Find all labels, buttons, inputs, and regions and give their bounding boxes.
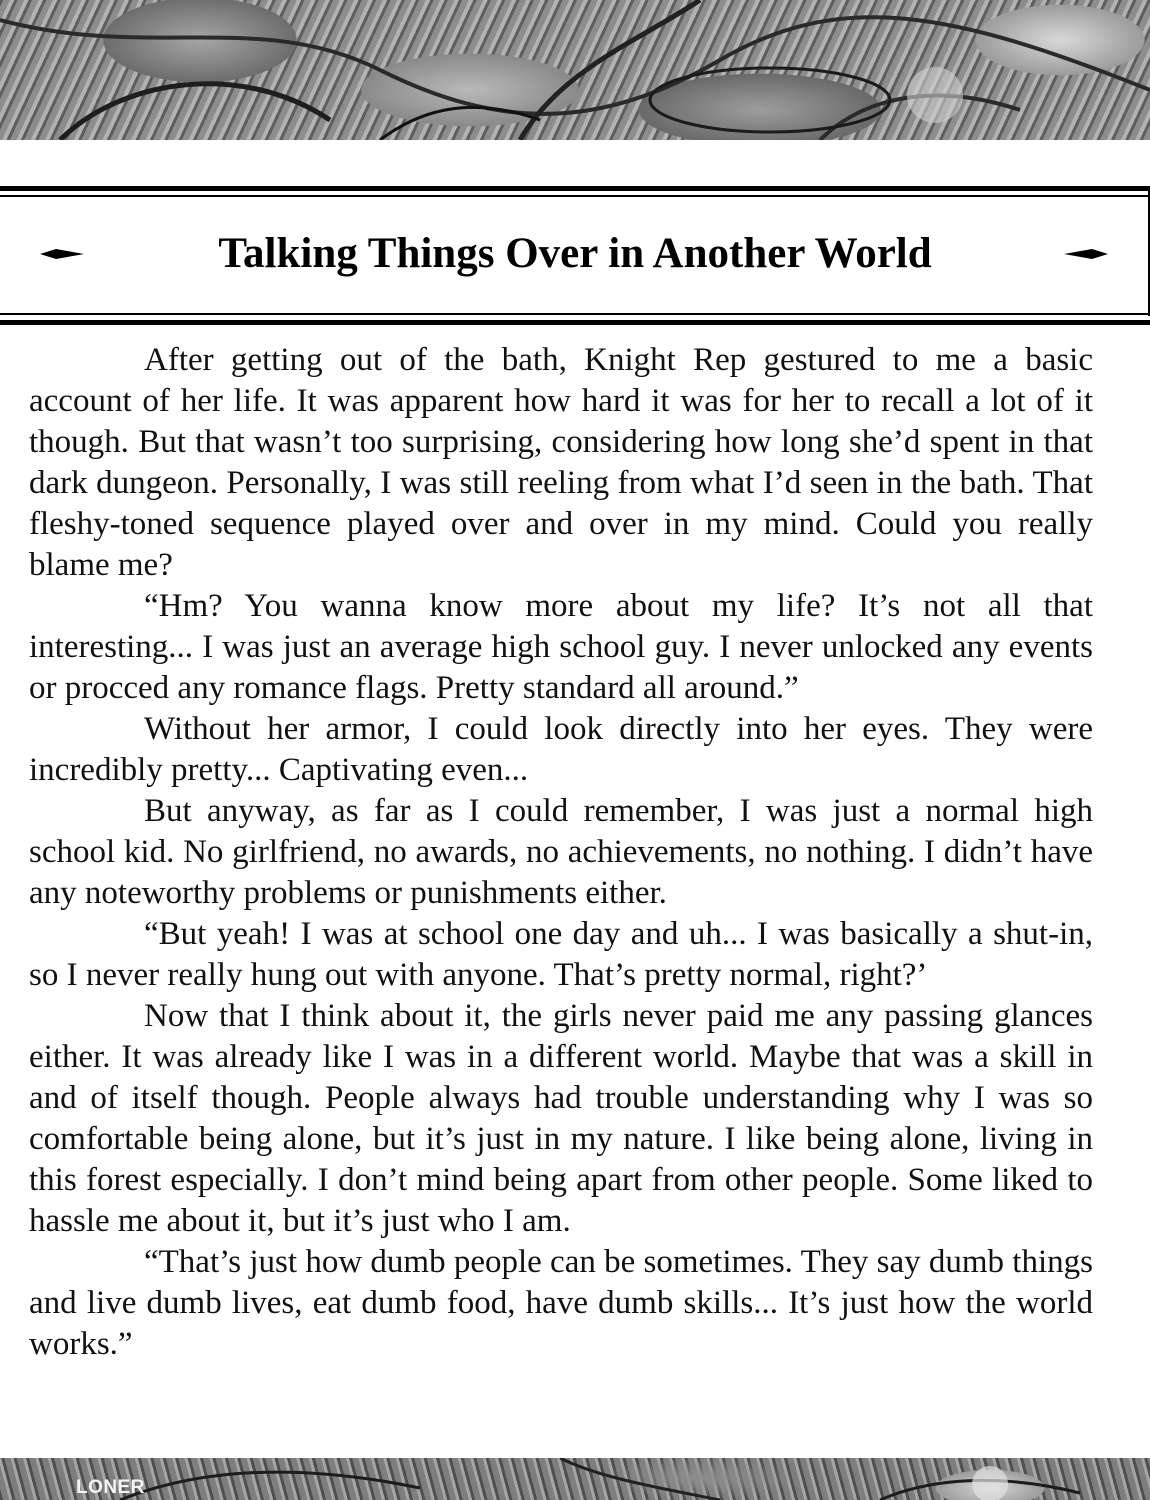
footer-illustration-linework [0, 1458, 1150, 1500]
title-top-rule-thin [0, 195, 1150, 197]
paragraph: “But yeah! I was at school one day and uh... I was basically a shut-in, so I never really hung out with anyone. That’s pretty normal, right?’ [29, 916, 1093, 993]
paragraph: “That’s just how dumb people can be sometimes. They say dumb things and live dumb lives, eat dumb food, have dumb skills... It’s just how the world works.” [29, 1244, 1093, 1362]
paragraph: Now that I think about it, the girls never paid me any passing glances either. It was already like I was in a different world. Maybe that was a skill in and of itself though. People always had trouble understanding why I was so comfortable being alone, but it’s just in my nature. I like being alone, living in this forest especially. I don’t mind being apart from other people. Some liked to hassle me about it, but it’s just who I am. [29, 998, 1093, 1239]
header-illustration [0, 0, 1150, 140]
footer-illustration [0, 1458, 1150, 1500]
paragraph: Without her armor, I could look directly into her eyes. They were incredibly pretty... Captivating even... [29, 711, 1093, 788]
title-bottom-rule-thin [0, 313, 1150, 315]
paragraph: “Hm? You wanna know more about my life? It’s not all that interesting... I was just an average high school guy. I never unlocked any events or procced any romance flags. Pretty standard all around.” [29, 588, 1093, 706]
chapter-title: Talking Things Over in Another World [218, 230, 932, 277]
paragraph: But anyway, as far as I could remember, I was just a normal high school kid. No girlfriend, no awards, no achievements, no nothing. I didn’t have any noteworthy problems or punishments either. [29, 793, 1093, 911]
header-illustration-linework [0, 0, 1150, 140]
paragraph: After getting out of the bath, Knight Rep gestured to me a basic account of her life. It was apparent how hard it was for her to recall a lot of it though. But that wasn’t too surprising, considering how long she’d spent in that dark dungeon. Personally, I was still reeling from what I’d seen in the bath. That fleshy-toned sequence played over and over in my mind. Could you really blame me? [29, 342, 1093, 583]
title-bottom-rule [0, 320, 1150, 325]
series-label: LONER [76, 1477, 145, 1498]
title-top-rule [0, 186, 1150, 191]
chapter-body [29, 340, 1093, 1365]
right-ornament-icon [1064, 248, 1108, 260]
